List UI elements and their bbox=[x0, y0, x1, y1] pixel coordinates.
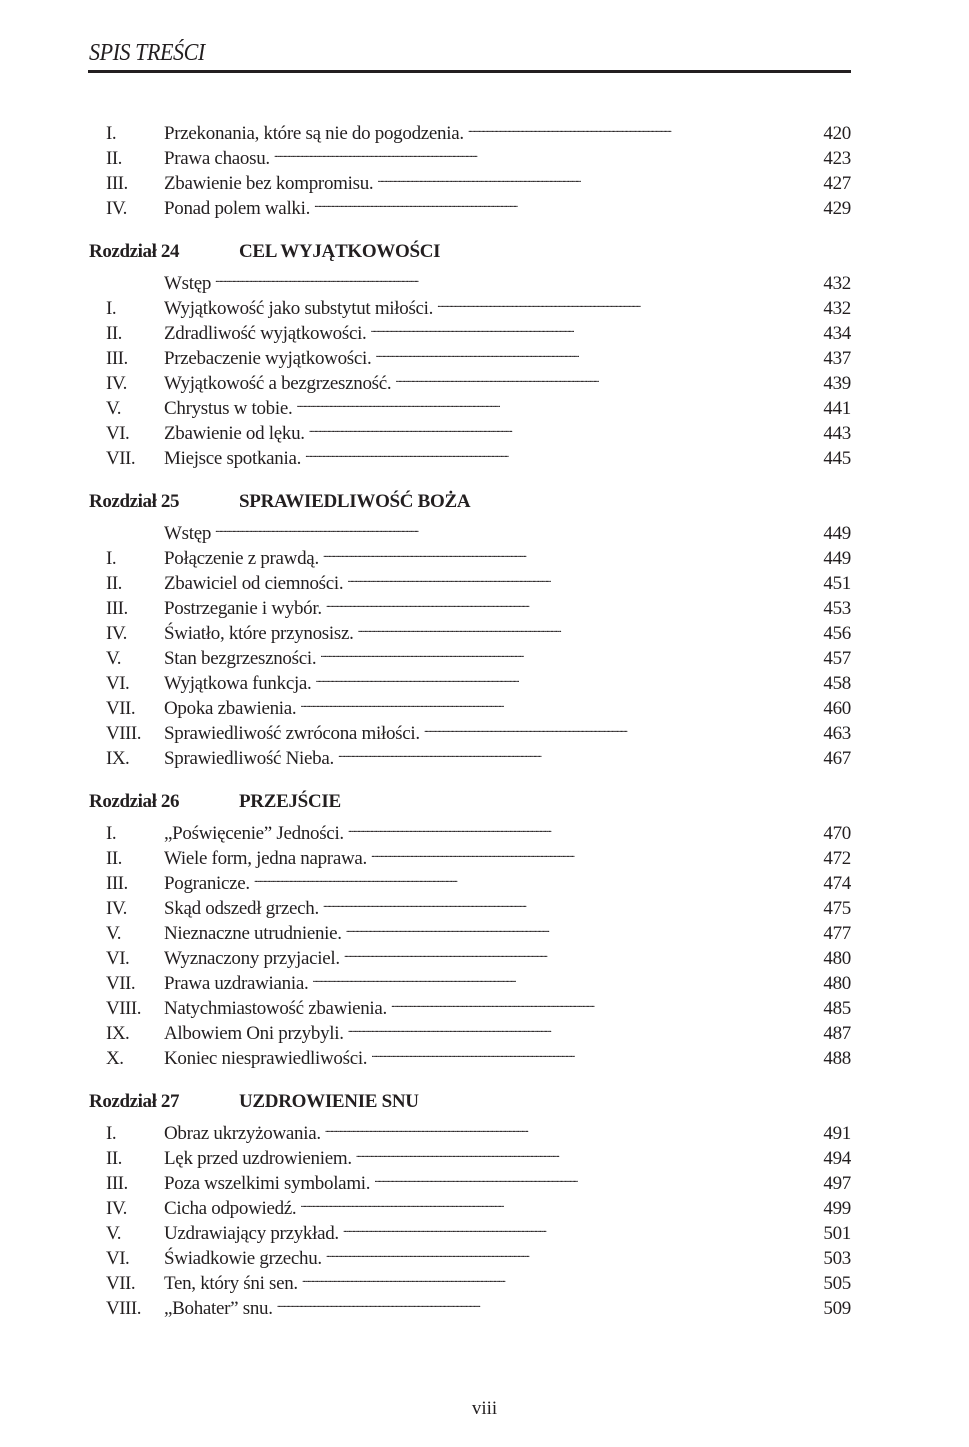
entry-number: IV. bbox=[106, 373, 127, 394]
dot-leader bbox=[348, 1014, 818, 1039]
entry-page: 443 bbox=[823, 423, 851, 444]
dot-leader bbox=[302, 1264, 818, 1289]
dot-leader bbox=[323, 539, 818, 564]
entry-page: 501 bbox=[823, 1223, 851, 1244]
entry-number: IV. bbox=[106, 1198, 127, 1219]
entry-title: Cicha odpowiedź. bbox=[164, 1198, 297, 1219]
dot-leader bbox=[391, 989, 817, 1014]
entry-number: III. bbox=[106, 348, 128, 369]
toc-chapter-25 bbox=[89, 489, 851, 769]
toc-entry[interactable] bbox=[89, 264, 851, 294]
entry-number: IX. bbox=[106, 1023, 130, 1044]
entry-number: VIII. bbox=[106, 1298, 141, 1319]
dot-leader bbox=[371, 314, 818, 339]
toc-entry[interactable] bbox=[89, 114, 851, 144]
chapter-label: Rozdział 27 bbox=[89, 1091, 180, 1112]
entry-title: Postrzeganie i wybór. bbox=[164, 598, 322, 619]
dot-leader bbox=[296, 389, 817, 414]
toc-entry[interactable] bbox=[89, 814, 851, 844]
entry-title: Ten, który śni sen. bbox=[164, 1273, 298, 1294]
entry-number: VIII. bbox=[106, 723, 141, 744]
entry-number: VII. bbox=[106, 448, 136, 469]
entry-title: Pogranicze. bbox=[164, 873, 250, 894]
dot-leader bbox=[326, 1239, 818, 1264]
entry-number: II. bbox=[106, 323, 122, 344]
toc-entry[interactable] bbox=[89, 1114, 851, 1144]
entry-page: 485 bbox=[823, 998, 851, 1019]
entry-page: 453 bbox=[823, 598, 851, 619]
table-of-contents bbox=[89, 114, 851, 1339]
entry-number: VII. bbox=[106, 973, 136, 994]
entry-title: Wstęp bbox=[164, 523, 212, 544]
entry-title: Chrystus w tobie. bbox=[164, 398, 293, 419]
entry-page: 480 bbox=[823, 948, 851, 969]
entry-title: Uzdrawiający przykład. bbox=[164, 1223, 339, 1244]
entry-page: 439 bbox=[823, 373, 851, 394]
entry-page: 456 bbox=[823, 623, 851, 644]
entry-title: Połączenie z prawdą. bbox=[164, 548, 319, 569]
dot-leader bbox=[316, 664, 818, 689]
entry-title: Miejsce spotkania. bbox=[164, 448, 302, 469]
entry-page: 497 bbox=[823, 1173, 851, 1194]
dot-leader bbox=[325, 1114, 818, 1139]
entry-title: Przekonania, które są nie do pogodzenia. bbox=[164, 123, 464, 144]
entry-number: II. bbox=[106, 848, 122, 869]
entry-title: Koniec niesprawiedliwości. bbox=[164, 1048, 368, 1069]
chapter-label: Rozdział 25 bbox=[89, 491, 180, 512]
entry-number: II. bbox=[106, 573, 122, 594]
entry-page: 432 bbox=[823, 273, 851, 294]
chapter-heading[interactable] bbox=[89, 789, 851, 814]
entry-page: 449 bbox=[823, 548, 851, 569]
entry-title: Wstęp bbox=[164, 273, 212, 294]
chapter-heading[interactable] bbox=[89, 239, 851, 264]
page-number: viii bbox=[471, 1398, 498, 1419]
dot-leader bbox=[424, 714, 818, 739]
dot-leader bbox=[309, 414, 818, 439]
dot-leader bbox=[356, 1139, 818, 1164]
entry-title: „Bohater” snu. bbox=[164, 1298, 273, 1319]
entry-page: 499 bbox=[823, 1198, 851, 1219]
entry-number: VII. bbox=[106, 698, 136, 719]
entry-number: V. bbox=[106, 398, 122, 419]
dot-leader bbox=[314, 189, 817, 214]
entry-title: Wiele form, jedna naprawa. bbox=[164, 848, 367, 869]
entry-page: 503 bbox=[823, 1248, 851, 1269]
header-rule bbox=[88, 70, 851, 73]
dot-leader bbox=[274, 139, 818, 164]
entry-page: 432 bbox=[823, 298, 851, 319]
dot-leader bbox=[344, 939, 818, 964]
chapter-heading[interactable] bbox=[89, 489, 851, 514]
entry-page: 429 bbox=[823, 198, 851, 219]
entry-number: III. bbox=[106, 1173, 128, 1194]
entry-title: Opoka zbawienia. bbox=[164, 698, 297, 719]
entry-number: V. bbox=[106, 923, 122, 944]
entry-number: III. bbox=[106, 873, 128, 894]
entry-title: Wyjątkowa funkcja. bbox=[164, 673, 312, 694]
dot-leader bbox=[375, 339, 817, 364]
entry-number: IV. bbox=[106, 898, 127, 919]
dot-leader bbox=[305, 439, 817, 464]
entry-page: 460 bbox=[823, 698, 851, 719]
entry-number: X. bbox=[106, 1048, 124, 1069]
entry-title: Zbawienie bez kompromisu. bbox=[164, 173, 374, 194]
toc-entry[interactable] bbox=[89, 514, 851, 544]
entry-title: Zbawiciel od ciemności. bbox=[164, 573, 344, 594]
entry-page: 480 bbox=[823, 973, 851, 994]
dot-leader bbox=[277, 1289, 818, 1314]
dot-leader bbox=[300, 689, 817, 714]
entry-page: 491 bbox=[823, 1123, 851, 1144]
entry-page: 475 bbox=[823, 898, 851, 919]
toc-section-continued bbox=[89, 114, 851, 219]
dot-leader bbox=[215, 264, 817, 289]
entry-number: VIII. bbox=[106, 998, 141, 1019]
entry-title: Wyznaczony przyjaciel. bbox=[164, 948, 340, 969]
entry-page: 509 bbox=[823, 1298, 851, 1319]
entry-number: V. bbox=[106, 1223, 122, 1244]
entry-number: IX. bbox=[106, 748, 130, 769]
entry-number: VI. bbox=[106, 1248, 130, 1269]
entry-title: Zdradliwość wyjątkowości. bbox=[164, 323, 367, 344]
entry-title: Lęk przed uzdrowieniem. bbox=[164, 1148, 352, 1169]
dot-leader bbox=[348, 814, 818, 839]
dot-leader bbox=[215, 514, 817, 539]
entry-title: Natychmiastowość zbawienia. bbox=[164, 998, 387, 1019]
entry-number: VI. bbox=[106, 673, 130, 694]
entry-number: I. bbox=[106, 823, 117, 844]
entry-number: II. bbox=[106, 148, 122, 169]
entry-page: 427 bbox=[823, 173, 851, 194]
entry-title: Ponad polem walki. bbox=[164, 198, 311, 219]
entry-title: Nieznaczne utrudnienie. bbox=[164, 923, 342, 944]
entry-page: 451 bbox=[823, 573, 851, 594]
toc-chapter-26 bbox=[89, 789, 851, 1069]
entry-number: I. bbox=[106, 548, 117, 569]
entry-title: Prawa uzdrawiania. bbox=[164, 973, 309, 994]
entry-page: 474 bbox=[823, 873, 851, 894]
entry-number: IV. bbox=[106, 198, 127, 219]
dot-leader bbox=[371, 1039, 817, 1064]
dot-leader bbox=[437, 289, 817, 314]
dot-leader bbox=[323, 889, 817, 914]
entry-page: 477 bbox=[823, 923, 851, 944]
entry-number: VI. bbox=[106, 948, 130, 969]
entry-page: 420 bbox=[823, 123, 851, 144]
dot-leader bbox=[468, 114, 818, 139]
entry-page: 449 bbox=[823, 523, 851, 544]
dot-leader bbox=[347, 564, 817, 589]
entry-title: Zbawienie od lęku. bbox=[164, 423, 305, 444]
entry-number: I. bbox=[106, 1123, 117, 1144]
entry-title: Wyjątkowość a bezgrzeszność. bbox=[164, 373, 392, 394]
chapter-title: UZDROWIENIE SNU bbox=[239, 1091, 419, 1112]
entry-page: 505 bbox=[823, 1273, 851, 1294]
entry-title: Obraz ukrzyżowania. bbox=[164, 1123, 321, 1144]
entry-page: 467 bbox=[823, 748, 851, 769]
dot-leader bbox=[254, 864, 818, 889]
entry-page: 470 bbox=[823, 823, 851, 844]
dot-leader bbox=[346, 914, 818, 939]
entry-title: „Poświęcenie” Jedności. bbox=[164, 823, 344, 844]
entry-title: Świadkowie grzechu. bbox=[164, 1248, 322, 1269]
entry-page: 488 bbox=[823, 1048, 851, 1069]
entry-title: Światło, które przynosisz. bbox=[164, 623, 354, 644]
dot-leader bbox=[338, 739, 817, 764]
entry-number: III. bbox=[106, 598, 128, 619]
entry-page: 423 bbox=[823, 148, 851, 169]
entry-page: 472 bbox=[823, 848, 851, 869]
running-header-title: SPIS TREŚCI bbox=[89, 40, 205, 66]
entry-title: Skąd odszedł grzech. bbox=[164, 898, 319, 919]
entry-number: V. bbox=[106, 648, 122, 669]
chapter-title: PRZEJŚCIE bbox=[239, 791, 341, 812]
entry-title: Prawa chaosu. bbox=[164, 148, 270, 169]
entry-title: Poza wszelkimi symbolami. bbox=[164, 1173, 371, 1194]
toc-chapter-27 bbox=[89, 1089, 851, 1319]
dot-leader bbox=[371, 839, 817, 864]
entry-title: Sprawiedliwość Nieba. bbox=[164, 748, 334, 769]
toc-chapter-24 bbox=[89, 239, 851, 469]
chapter-label: Rozdział 24 bbox=[89, 241, 180, 262]
entry-page: 434 bbox=[823, 323, 851, 344]
chapter-label: Rozdział 26 bbox=[89, 791, 180, 812]
entry-title: Wyjątkowość jako substytut miłości. bbox=[164, 298, 434, 319]
entry-title: Przebaczenie wyjątkowości. bbox=[164, 348, 372, 369]
entry-title: Albowiem Oni przybyli. bbox=[164, 1023, 344, 1044]
dot-leader bbox=[326, 589, 818, 614]
entry-number: I. bbox=[106, 123, 117, 144]
entry-page: 463 bbox=[823, 723, 851, 744]
chapter-title: CEL WYJĄTKOWOŚCI bbox=[239, 241, 441, 262]
entry-page: 457 bbox=[823, 648, 851, 669]
entry-number: II. bbox=[106, 1148, 122, 1169]
chapter-title: SPRAWIEDLIWOŚĆ BOŻA bbox=[239, 491, 471, 512]
entry-page: 494 bbox=[823, 1148, 851, 1169]
chapter-heading[interactable] bbox=[89, 1089, 851, 1114]
entry-page: 445 bbox=[823, 448, 851, 469]
entry-number: I. bbox=[106, 298, 117, 319]
entry-number: III. bbox=[106, 173, 128, 194]
entry-number: IV. bbox=[106, 623, 127, 644]
dot-leader bbox=[312, 964, 817, 989]
dot-leader bbox=[343, 1214, 818, 1239]
dot-leader bbox=[377, 164, 817, 189]
entry-page: 458 bbox=[823, 673, 851, 694]
entry-number: VII. bbox=[106, 1273, 136, 1294]
entry-page: 487 bbox=[823, 1023, 851, 1044]
dot-leader bbox=[374, 1164, 817, 1189]
entry-title: Sprawiedliwość zwrócona miłości. bbox=[164, 723, 420, 744]
entry-title: Stan bezgrzeszności. bbox=[164, 648, 317, 669]
dot-leader bbox=[320, 639, 817, 664]
dot-leader bbox=[300, 1189, 817, 1214]
dot-leader bbox=[395, 364, 817, 389]
dot-leader bbox=[358, 614, 818, 639]
entry-page: 437 bbox=[823, 348, 851, 369]
entry-page: 441 bbox=[823, 398, 851, 419]
entry-number: VI. bbox=[106, 423, 130, 444]
